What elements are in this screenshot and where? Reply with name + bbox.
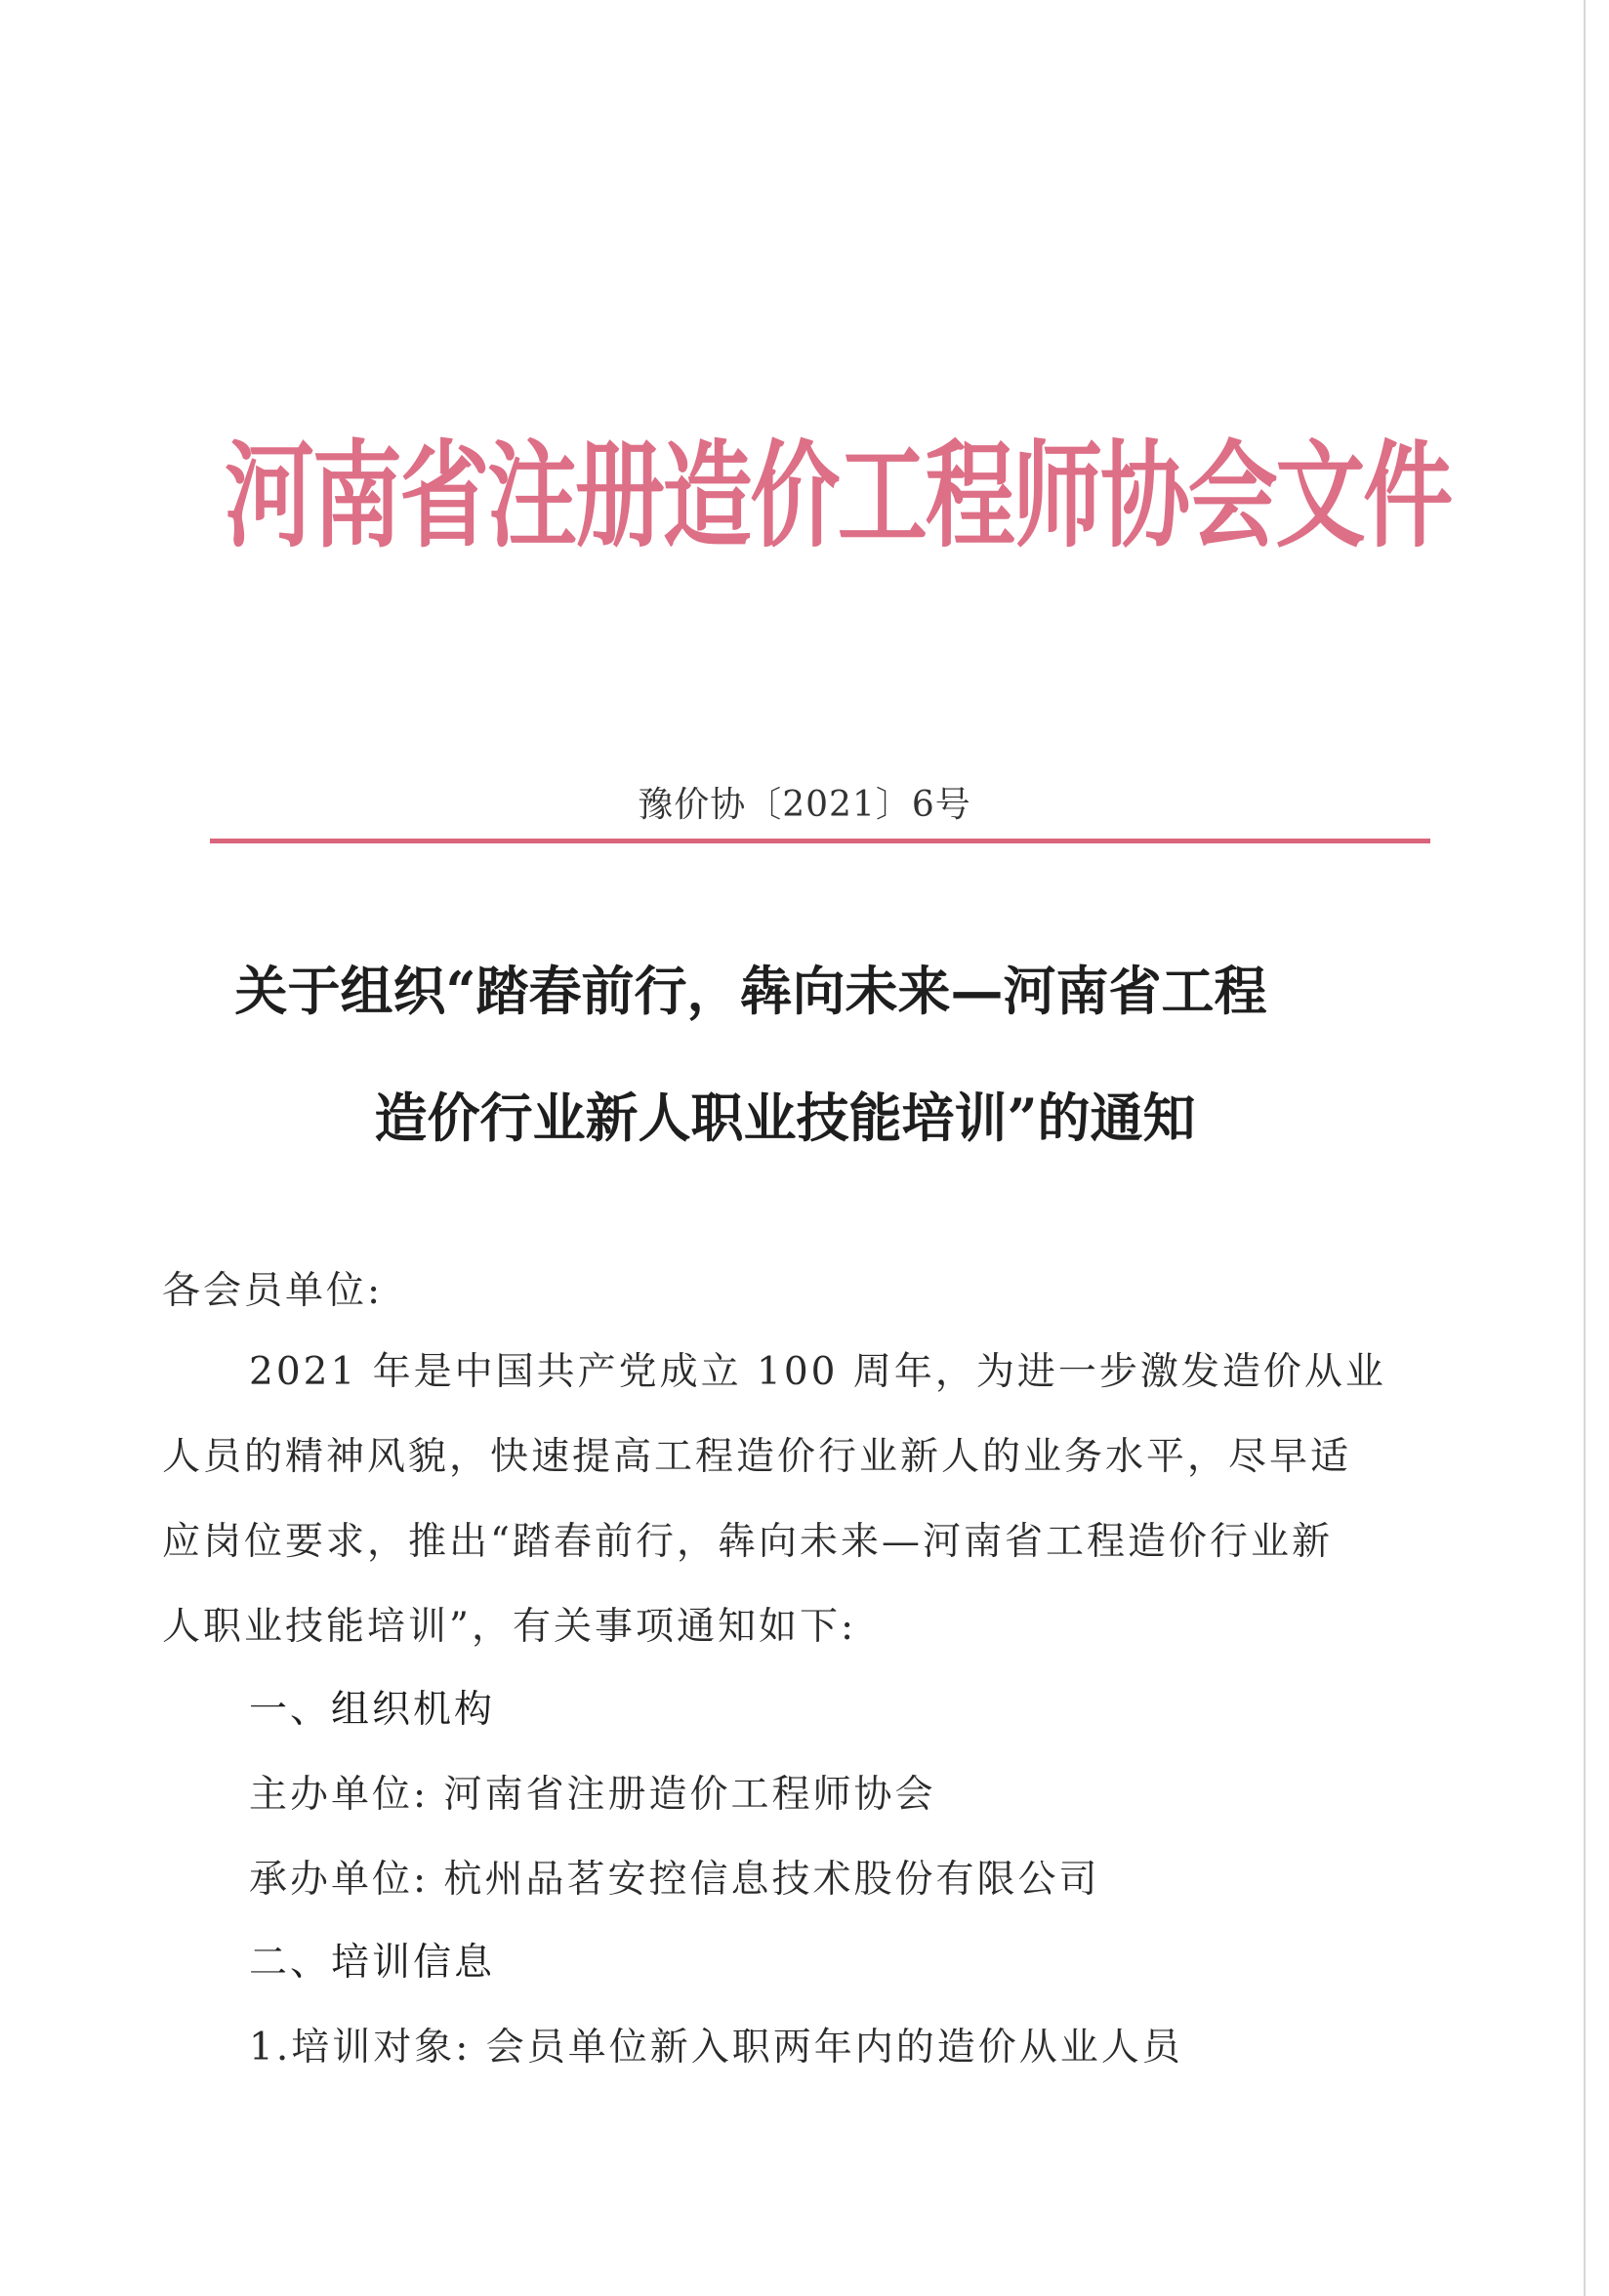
masthead-container [225,418,1451,574]
organizer-unit: 承办单位: 杭州品茗安控信息技术股份有限公司 [249,1858,1100,1902]
notice-title-line-1: 关于组织“踏春前行，犇向未来—河南省工程 [234,960,1267,1022]
section-2-heading: 二、培训信息 [249,1941,496,1985]
host-unit: 主办单位: 河南省注册造价工程师协会 [249,1773,936,1817]
notice-title-line-2: 造价行业新人职业技能培训”的通知 [374,1086,1196,1149]
intro-line-4: 人职业技能培训”，有关事项通知如下: [162,1605,857,1649]
section-1-heading: 一、组织机构 [249,1688,496,1732]
intro-line-2: 人员的精神风貌，快速提高工程造价行业新人的业务水平，尽早适 [162,1435,1352,1479]
intro-line-1: 2021 年是中国共产党成立 100 周年，为进一步激发造价从业 [249,1350,1386,1394]
salutation: 各会员单位: [162,1269,384,1313]
document-number: 豫价协〔2021〕6号 [638,785,971,825]
training-target: 1.培训对象: 会员单位新入职两年内的造价从业人员 [249,2026,1183,2070]
masthead-title: 河南省注册造价工程师协会文件 [225,429,1451,563]
intro-line-3: 应岗位要求，推出“踏春前行，犇向未来—河南省工程造价行业新 [162,1520,1333,1564]
red-divider-rule [210,839,1430,843]
